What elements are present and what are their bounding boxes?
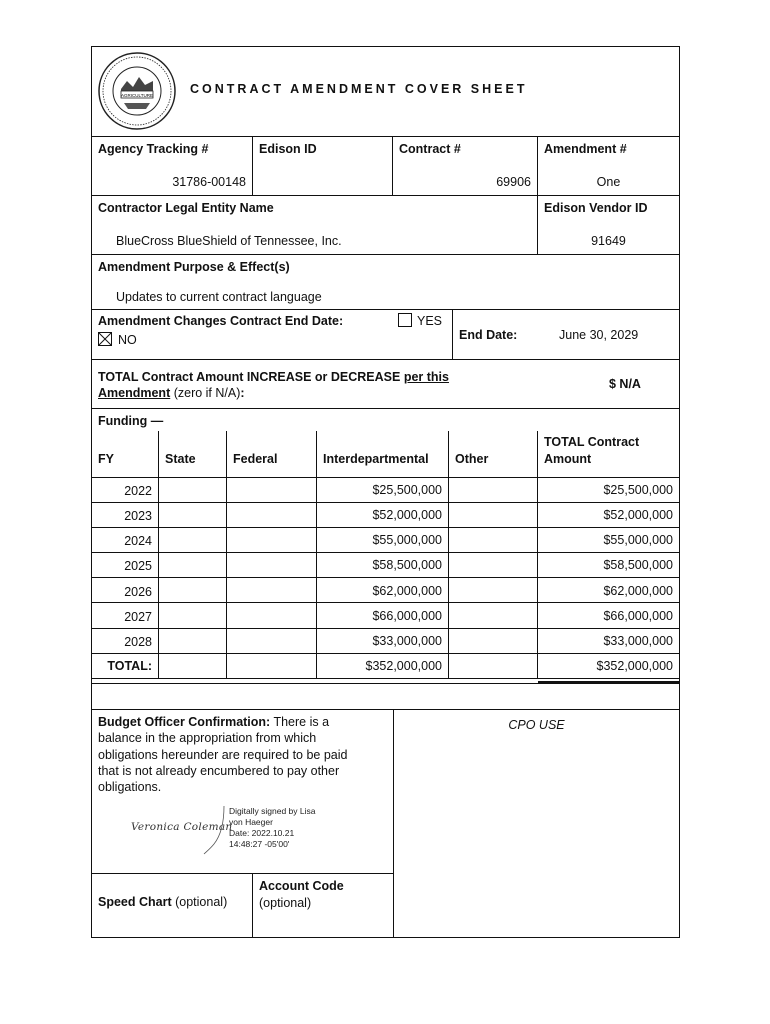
total-change-label: TOTAL Contract Amount INCREASE or DECREASE per this Amendment (zero if N/A):: [98, 370, 449, 400]
col-federal: Federal: [233, 452, 278, 466]
total-cell: $55,000,000: [603, 533, 673, 547]
frame-left: [91, 46, 92, 938]
vendor-id-value: 91649: [591, 234, 626, 248]
fy-cell: 2022: [124, 484, 152, 498]
purpose-label: Amendment Purpose & Effect(s): [98, 260, 290, 274]
col-other: Other: [455, 452, 489, 466]
end-date-value: June 30, 2029: [559, 328, 639, 342]
contractor-value: BlueCross BlueShield of Tennessee, Inc.: [116, 234, 342, 248]
total-row-interdepartmental: $352,000,000: [365, 659, 442, 673]
agency-tracking-value: 31786-00148: [172, 175, 246, 189]
contract-number-label: Contract #: [399, 142, 461, 156]
fy-cell: 2023: [124, 509, 152, 523]
fy-cell: 2024: [124, 534, 152, 548]
frame-right: [679, 46, 680, 938]
amendment-number-label: Amendment #: [544, 142, 627, 156]
funding-title: Funding —: [98, 414, 164, 428]
total-row-label: TOTAL:: [107, 659, 152, 673]
contractor-label: Contractor Legal Entity Name: [98, 201, 274, 215]
yes-checkbox[interactable]: [398, 313, 412, 327]
col-fy: FY: [98, 452, 114, 466]
total-cell: $33,000,000: [603, 634, 673, 648]
interdepartmental-cell: $66,000,000: [372, 609, 442, 623]
interdepartmental-cell: $52,000,000: [372, 508, 442, 522]
interdepartmental-cell: $62,000,000: [372, 584, 442, 598]
budget-confirmation: Budget Officer Confirmation: There is a balance in the appropriation from which obligations hereunder are required to be paid that is not already encumbered to pay other obligations.: [98, 715, 348, 795]
svg-text:AGRICULTURE: AGRICULTURE: [121, 93, 153, 98]
purpose-value: Updates to current contract language: [116, 290, 322, 304]
cpo-use-label: CPO USE: [508, 718, 565, 732]
frame-top: [91, 46, 680, 47]
amendment-number-value: One: [596, 175, 621, 189]
fy-cell: 2026: [124, 585, 152, 599]
contract-number-value: 69906: [496, 175, 531, 189]
account-code-label: Account Code (optional): [259, 879, 344, 910]
fy-cell: 2028: [124, 635, 152, 649]
changes-end-date-label: Amendment Changes Contract End Date:: [98, 314, 344, 328]
no-label: NO: [118, 333, 137, 347]
total-cell: $25,500,000: [603, 483, 673, 497]
speed-chart-label: Speed Chart (optional): [98, 895, 228, 909]
col-total-line2: Amount: [544, 452, 592, 466]
state-seal: [97, 51, 177, 131]
total-cell: $62,000,000: [603, 584, 673, 598]
total-row-total: $352,000,000: [596, 659, 673, 673]
col-total-line1: TOTAL Contract: [544, 435, 640, 449]
handwritten-signature: Veronica Coleman: [131, 821, 233, 833]
interdepartmental-cell: $58,500,000: [372, 558, 442, 572]
interdepartmental-cell: $33,000,000: [372, 634, 442, 648]
fy-cell: 2027: [124, 610, 152, 624]
col-interdepartmental: Interdepartmental: [323, 452, 429, 466]
total-cell: $66,000,000: [603, 609, 673, 623]
signature-flourish: [200, 804, 230, 856]
total-cell: $52,000,000: [603, 508, 673, 522]
total-cell: $58,500,000: [603, 558, 673, 572]
interdepartmental-cell: $25,500,000: [372, 483, 442, 497]
vendor-id-label: Edison Vendor ID: [544, 201, 648, 215]
document-title: CONTRACT AMENDMENT COVER SHEET: [190, 82, 528, 96]
frame-bottom: [91, 937, 680, 938]
yes-label: YES: [417, 314, 443, 328]
checkmark-x-icon: [98, 332, 112, 346]
digital-signature: Digitally signed by Lisa von Haeger Date: 2022.10.21 14:48:27 -05'00': [229, 806, 316, 849]
edison-id-label: Edison ID: [259, 142, 317, 156]
agency-tracking-label: Agency Tracking #: [98, 142, 209, 156]
end-date-label: End Date:: [459, 328, 518, 342]
no-checkbox[interactable]: [98, 332, 112, 346]
interdepartmental-cell: $55,000,000: [372, 533, 442, 547]
total-change-value: $ N/A: [609, 377, 641, 391]
fy-cell: 2025: [124, 559, 152, 573]
col-state: State: [165, 452, 196, 466]
